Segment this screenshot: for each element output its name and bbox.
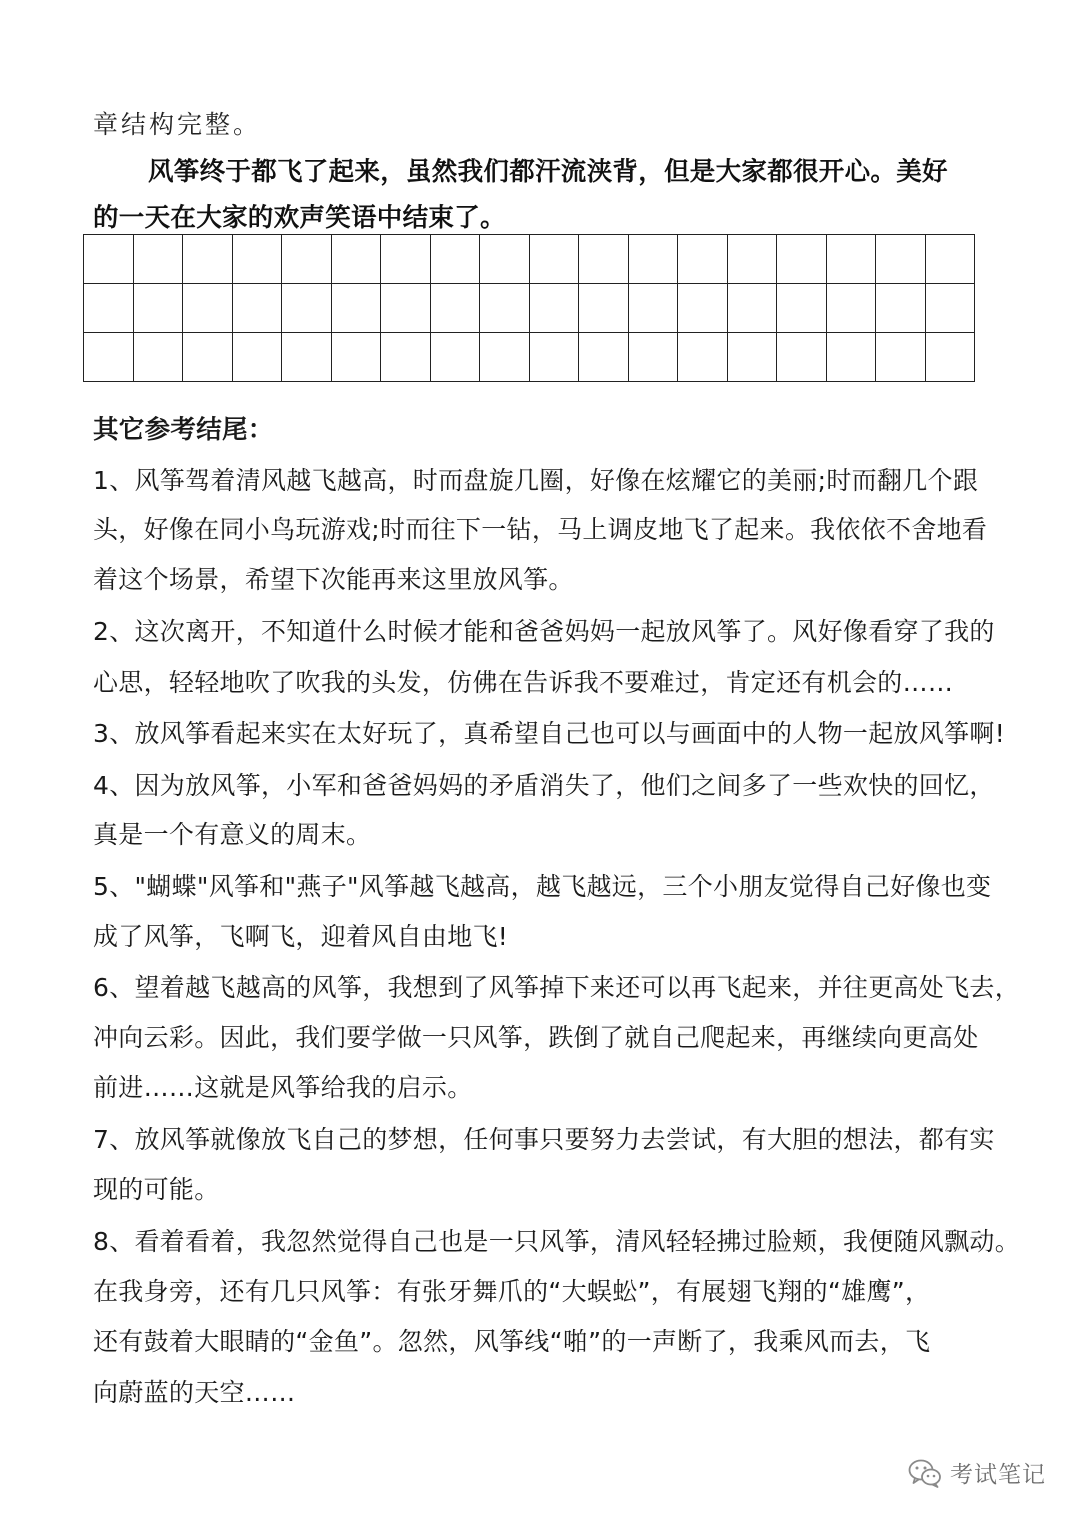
- grid-cell: [331, 235, 381, 284]
- sample-paragraph-line-1: 风筝终于都飞了起来，虽然我们都汗流浃背，但是大家都很开心。美好: [148, 157, 948, 187]
- grid-cell: [331, 333, 381, 382]
- grid-cell: [678, 284, 728, 333]
- grid-cell: [282, 333, 332, 382]
- grid-cell: [678, 235, 728, 284]
- grid-cell: [480, 333, 530, 382]
- grid-cell: [232, 333, 282, 382]
- section-heading: 其它参考结尾：: [93, 415, 274, 445]
- grid-cell: [529, 284, 579, 333]
- ending-line: 现的可能。: [93, 1175, 220, 1204]
- ending-line: 向蔚蓝的天空……: [93, 1378, 296, 1407]
- ending-line: 在我身旁，还有几只风筝：有张牙舞爪的“大蜈蚣”，有展翅飞翔的“雄鹰”，: [93, 1277, 931, 1306]
- grid-cell: [133, 235, 183, 284]
- grid-cell: [282, 284, 332, 333]
- grid-cell: [133, 284, 183, 333]
- ending-line: 着这个场景，希望下次能再来这里放风筝。: [93, 565, 574, 594]
- grid-cell: [232, 235, 282, 284]
- grid-cell: [430, 284, 480, 333]
- ending-line: 8、看着看着，我忽然觉得自己也是一只风筝，清风轻轻拂过脸颊，我便随风飘动。: [93, 1227, 1021, 1256]
- ending-line: 6、望着越飞越高的风筝，我想到了风筝掉下来还可以再飞起来，并往更高处飞去，: [93, 973, 1021, 1002]
- grid-cell: [826, 333, 876, 382]
- grid-cell: [282, 235, 332, 284]
- grid-cell: [84, 284, 134, 333]
- grid-cell: [84, 235, 134, 284]
- grid-row: [84, 333, 975, 382]
- grid-cell: [381, 333, 431, 382]
- ending-line: 2、这次离开，不知道什么时候才能和爸爸妈妈一起放风筝了。风好像看穿了我的: [93, 617, 995, 646]
- grid-cell: [183, 284, 233, 333]
- watermark: [908, 1456, 1046, 1489]
- ending-line: 5、"蝴蝶"风筝和"燕子"风筝越飞越高，越飞越远，三个小朋友觉得自己好像也变: [93, 872, 992, 901]
- grid-row: [84, 284, 975, 333]
- grid-cell: [183, 333, 233, 382]
- grid-cell: [826, 235, 876, 284]
- grid-cell: [628, 284, 678, 333]
- grid-cell: [381, 235, 431, 284]
- grid-cell: [579, 284, 629, 333]
- grid-cell: [133, 333, 183, 382]
- ending-line: 心思，轻轻地吹了吹我的头发，仿佛在告诉我不要难过，肯定还有机会的……: [93, 668, 954, 697]
- ending-line: 前进……这就是风筝给我的启示。: [93, 1073, 473, 1102]
- ending-line: 真是一个有意义的周末。: [93, 820, 372, 849]
- grid-cell: [579, 333, 629, 382]
- grid-cell: [480, 284, 530, 333]
- ending-line: 还有鼓着大眼睛的“金鱼”。忽然，风筝线“啪”的一声断了，我乘风而去，飞: [93, 1327, 931, 1356]
- sample-paragraph-line-2: 的一天在大家的欢声笑语中结束了。: [93, 203, 506, 233]
- previous-text-fragment: 章结构完整。: [93, 110, 262, 139]
- grid-cell: [727, 333, 777, 382]
- grid-cell: [727, 235, 777, 284]
- grid-cell: [628, 333, 678, 382]
- grid-cell: [232, 284, 282, 333]
- grid-cell: [925, 284, 975, 333]
- grid-cell: [331, 284, 381, 333]
- grid-cell: [925, 235, 975, 284]
- ending-line: 4、因为放风筝，小军和爸爸妈妈的矛盾消失了，他们之间多了一些欢快的回忆，: [93, 771, 995, 800]
- grid-cell: [628, 235, 678, 284]
- watermark-text: 考试笔记: [950, 1462, 1046, 1488]
- grid-cell: [183, 235, 233, 284]
- grid-row: [84, 235, 975, 284]
- grid-cell: [430, 333, 480, 382]
- ending-line: 7、放风筝就像放飞自己的梦想，任何事只要努力去尝试，有大胆的想法，都有实: [93, 1125, 995, 1154]
- grid-cell: [876, 284, 926, 333]
- grid-cell: [430, 235, 480, 284]
- ending-line: 头，好像在同小鸟玩游戏;时而往下一钻，马上调皮地飞了起来。我依依不舍地看: [93, 515, 988, 544]
- grid-cell: [678, 333, 728, 382]
- grid-cell: [579, 235, 629, 284]
- grid-cell: [727, 284, 777, 333]
- wechat-icon: [908, 1458, 942, 1488]
- grid-cell: [381, 284, 431, 333]
- grid-cell: [84, 333, 134, 382]
- grid-cell: [529, 333, 579, 382]
- ending-line: 冲向云彩。因此，我们要学做一只风筝，跌倒了就自己爬起来，再继续向更高处: [93, 1023, 979, 1052]
- grid-cell: [925, 333, 975, 382]
- writing-grid: [83, 234, 975, 382]
- grid-cell: [777, 333, 827, 382]
- grid-cell: [777, 284, 827, 333]
- grid-cell: [529, 235, 579, 284]
- grid-cell: [777, 235, 827, 284]
- grid-cell: [826, 284, 876, 333]
- ending-line: 1、风筝驾着清风越飞越高，时而盘旋几圈，好像在炫耀它的美丽;时而翻几个跟: [93, 466, 979, 495]
- ending-line: 成了风筝，飞啊飞，迎着风自由地飞!: [93, 922, 509, 951]
- ending-line: 3、放风筝看起来实在太好玩了，真希望自己也可以与画面中的人物一起放风筝啊!: [93, 719, 1006, 748]
- grid-cell: [876, 333, 926, 382]
- grid-cell: [876, 235, 926, 284]
- grid-cell: [480, 235, 530, 284]
